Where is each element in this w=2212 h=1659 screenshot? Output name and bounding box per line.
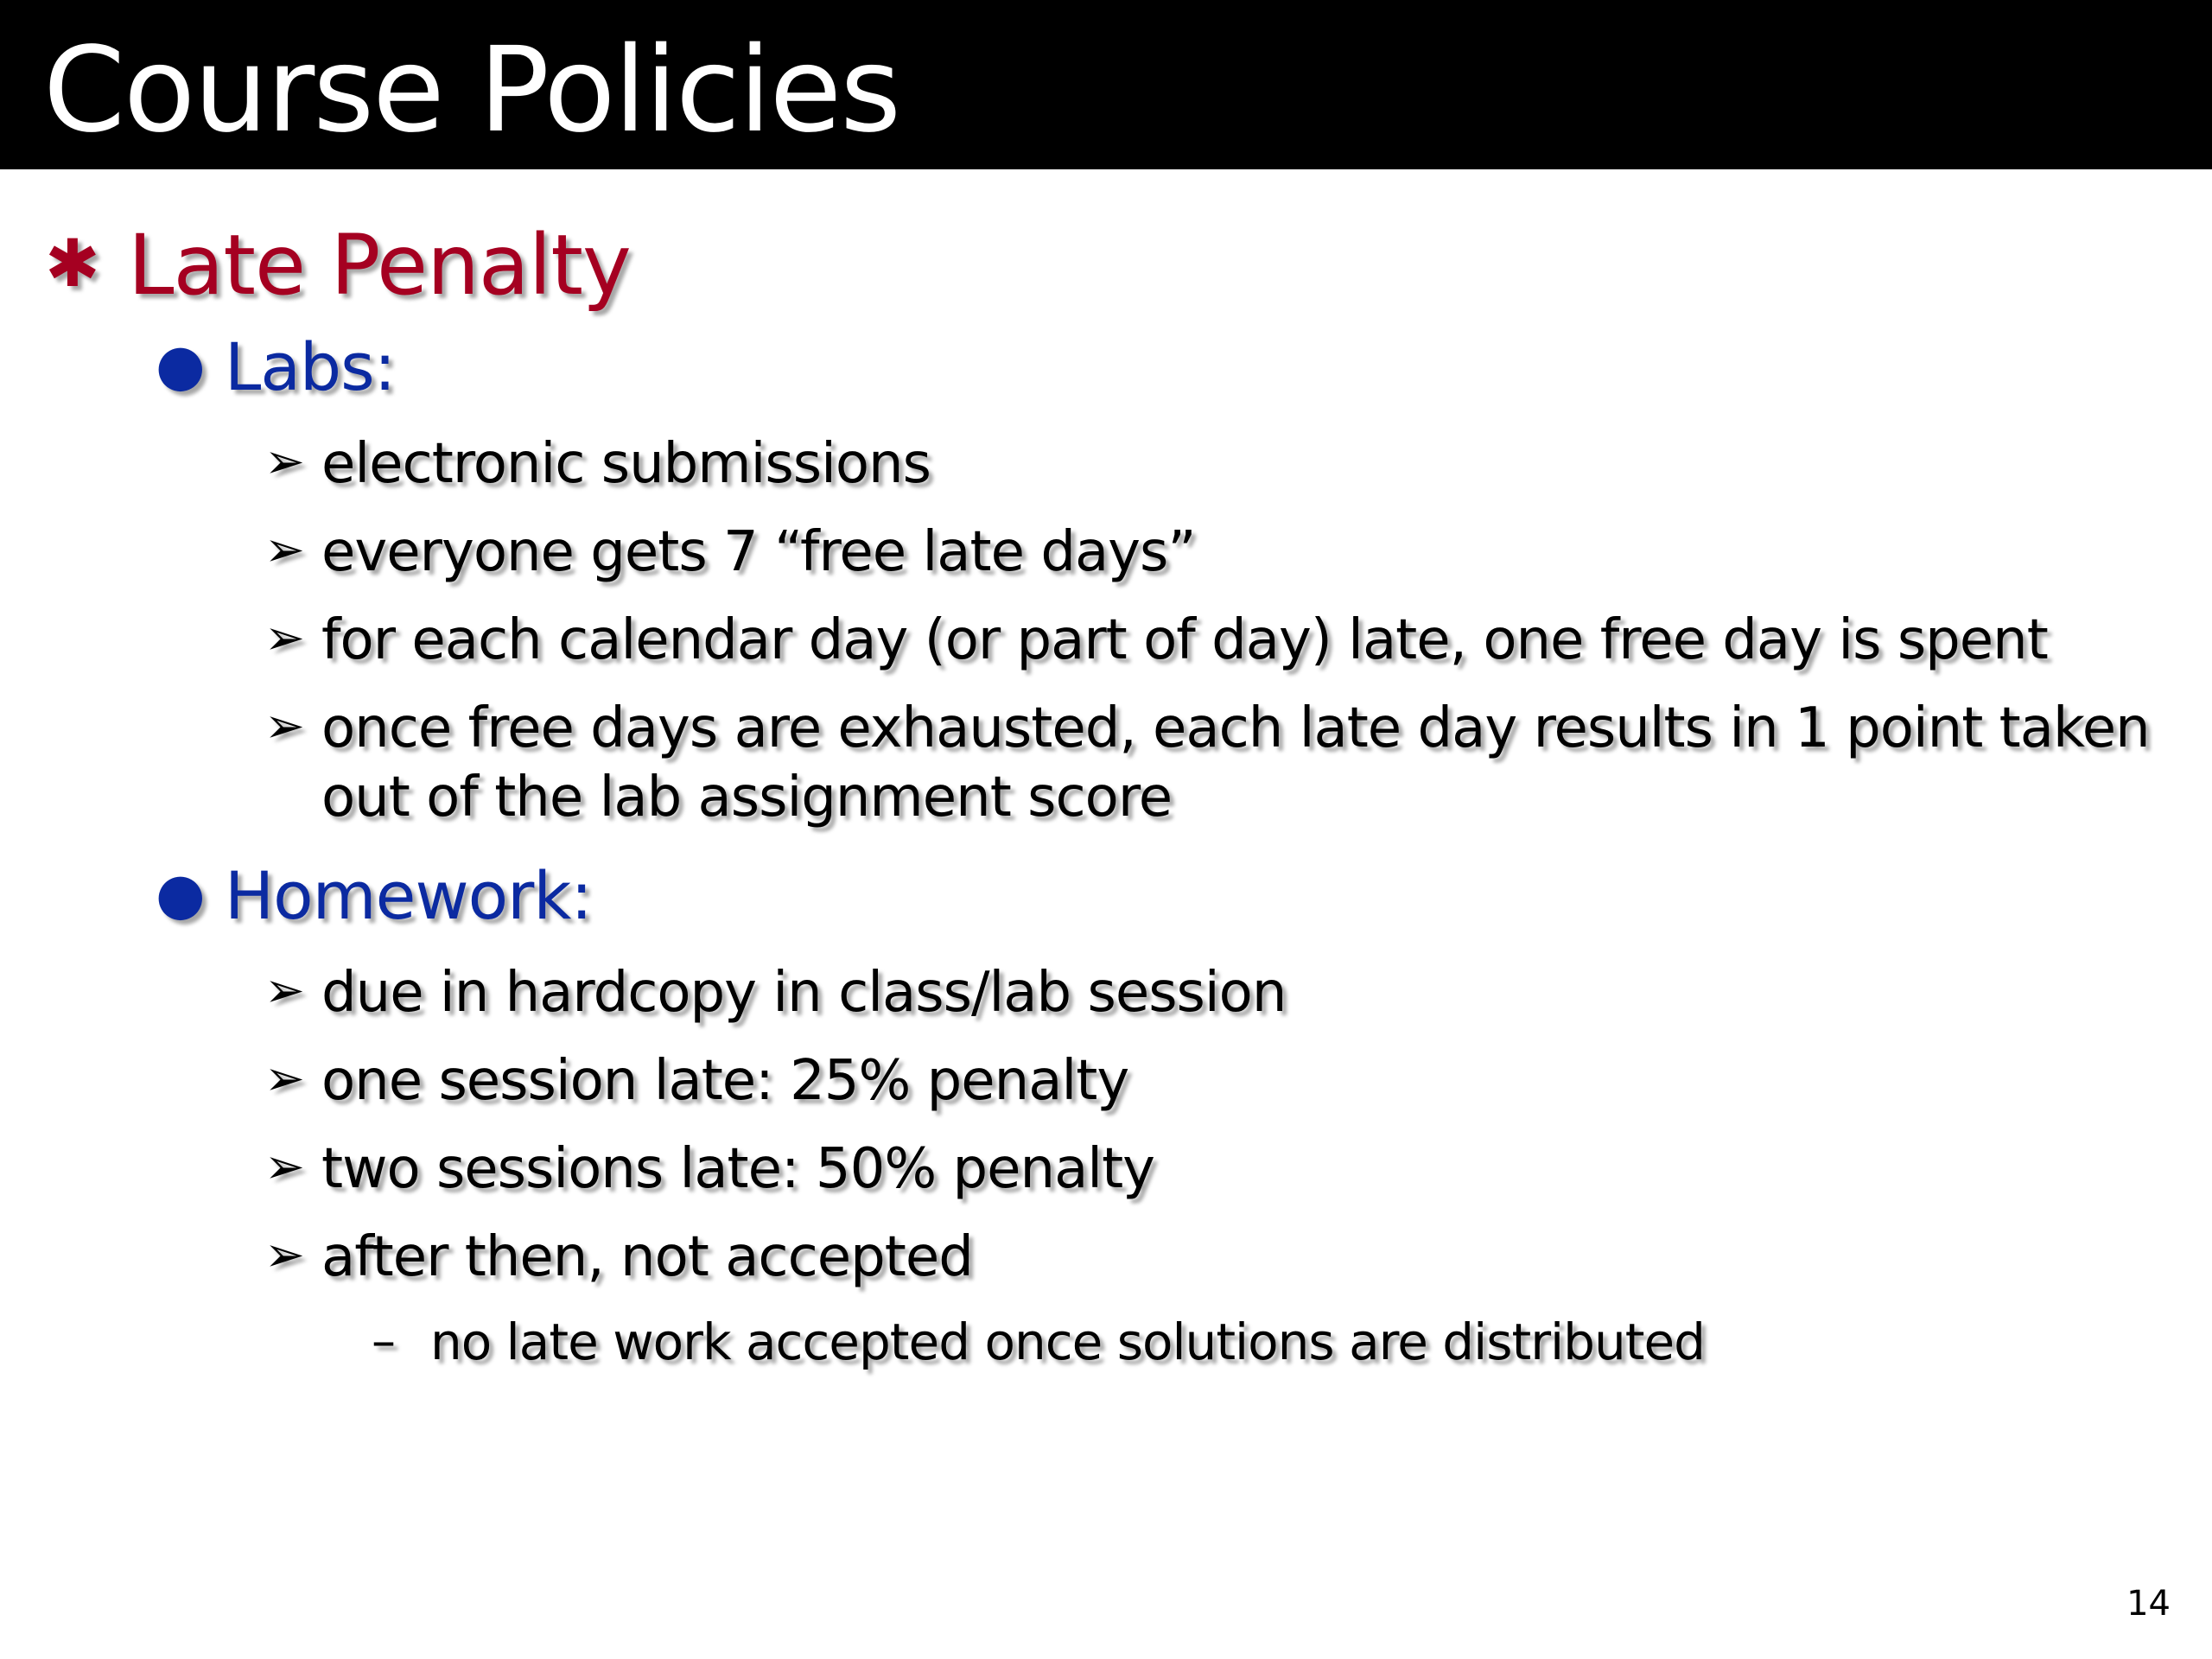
homework-item-two-sessions bbox=[264, 1135, 1154, 1204]
title-bar bbox=[0, 0, 2212, 169]
labs-item-text: everyone gets 7 “free late days” bbox=[321, 520, 1196, 584]
bullet-late-penalty-label: Late Penalty bbox=[128, 217, 631, 314]
arrowhead-icon: ➢ bbox=[264, 522, 305, 578]
arrowhead-icon: ➢ bbox=[264, 434, 305, 490]
arrowhead-icon: ➢ bbox=[264, 1051, 305, 1107]
labs-item-exhausted bbox=[264, 694, 2212, 832]
asterisk-icon: ✱ bbox=[45, 225, 100, 302]
labs-item-text: for each calendar day (or part of day) late, one free day is spent bbox=[321, 608, 2048, 672]
arrowhead-icon: ➢ bbox=[264, 1227, 305, 1283]
homework-subitem-text: no late work accepted once solutions are distributed bbox=[430, 1313, 1705, 1371]
labs-item-text: once free days are exhausted, each late day results in 1 point taken out of the lab assignment score bbox=[321, 696, 2150, 830]
homework-item-one-session bbox=[264, 1046, 1128, 1116]
slide-title: Course Policies bbox=[43, 22, 900, 159]
bullet-late-penalty bbox=[45, 218, 631, 313]
bullet-dot-icon: ● bbox=[156, 861, 206, 927]
labs-item-calendar-day bbox=[264, 606, 2048, 675]
homework-item-text: due in hardcopy in class/lab session bbox=[321, 961, 1287, 1025]
bullet-labs-label: Labs: bbox=[225, 328, 396, 405]
bullet-homework-label: Homework: bbox=[225, 857, 592, 934]
homework-item-hardcopy bbox=[264, 958, 1286, 1027]
labs-item-electronic-submissions bbox=[264, 429, 931, 499]
arrowhead-icon: ➢ bbox=[264, 698, 305, 754]
labs-item-text: electronic submissions bbox=[321, 432, 931, 496]
bullet-dot-icon: ● bbox=[156, 332, 206, 398]
arrowhead-icon: ➢ bbox=[264, 963, 305, 1019]
bullet-homework bbox=[156, 857, 592, 935]
bullet-labs bbox=[156, 328, 395, 406]
page-number: 14 bbox=[2126, 1584, 2171, 1624]
homework-item-text: two sessions late: 50% penalty bbox=[321, 1137, 1155, 1201]
homework-item-after-then bbox=[264, 1223, 973, 1292]
arrowhead-icon: ➢ bbox=[264, 610, 305, 666]
homework-item-text: one session late: 25% penalty bbox=[321, 1049, 1129, 1113]
dash-icon: – bbox=[372, 1313, 396, 1370]
arrowhead-icon: ➢ bbox=[264, 1139, 305, 1195]
labs-item-free-late-days bbox=[264, 518, 1196, 587]
homework-item-text: after then, not accepted bbox=[321, 1225, 973, 1289]
homework-subitem-solutions bbox=[372, 1311, 1705, 1373]
